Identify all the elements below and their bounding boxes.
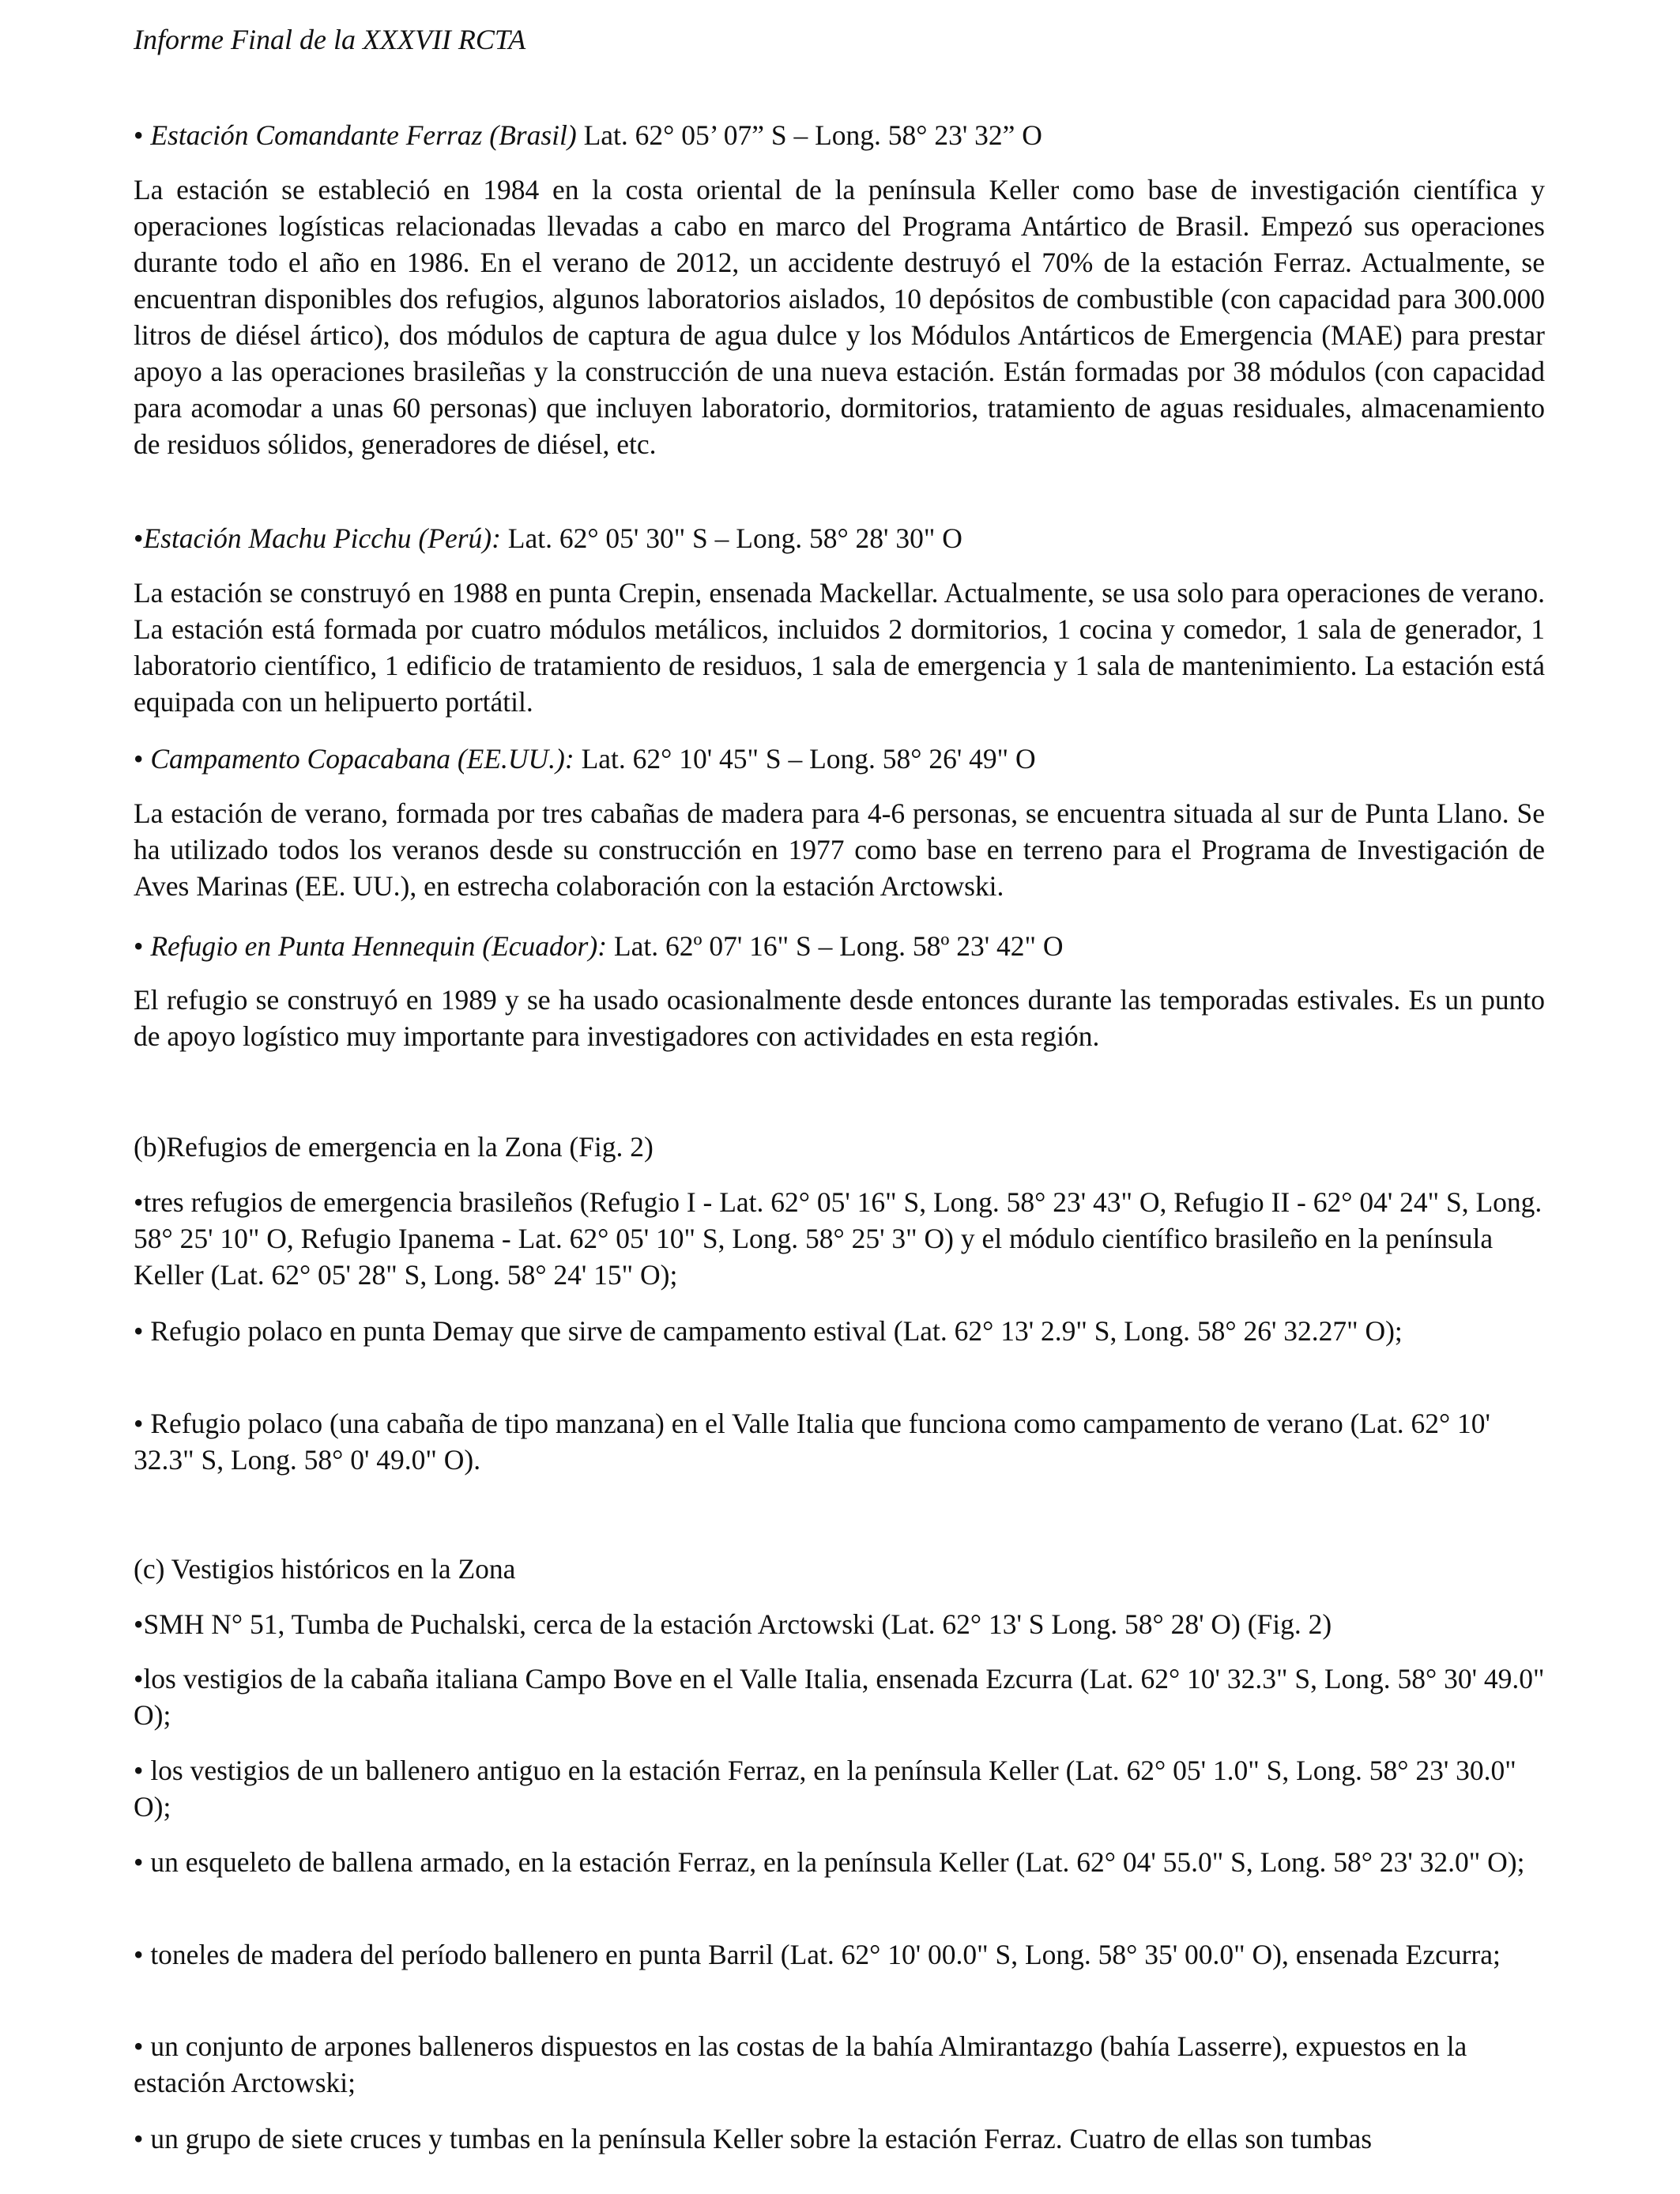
station-heading [134, 741, 1545, 777]
bullet-icon: • [134, 1315, 144, 1347]
station-coords: Lat. 62° 05’ 07” S ‒ Long. 58° 23' 32” O [576, 119, 1042, 151]
station-coords: Lat. 62º 07' 16" S – Long. 58º 23' 42" O [607, 930, 1064, 962]
station-coords: Lat. 62° 10' 45" S – Long. 58° 26' 49" O [574, 743, 1036, 775]
station-heading [134, 928, 1545, 964]
list-item: • un esqueleto de ballena armado, en la estación Ferraz, en la península Keller (Lat. 62° 04' 55.0" S, Long. 58° 23' 32.0" O); [134, 1846, 1525, 1878]
list-item: •los vestigios de la cabaña italiana Campo Bove en el Valle Italia, ensenada Ezcurra (Lat. 62° 10' 32.3" S, Long. 58° 30' 49.0" O); [134, 1663, 1545, 1731]
station-description: La estación se construyó en 1988 en punta Crepin, ensenada Mackellar. Actualmente, se usa solo para operaciones de verano. La estación está formada por cuatro módulos metálicos, incluidos 2 dormitorios, 1 cocina y comedor, 1 sala de generador, 1 laboratorio científico, 1 edificio de tratamiento de residuos, 1 sala de emergencia y 1 sala de mantenimiento. La estación está equipada con un helipuerto portátil. [134, 577, 1545, 718]
section-heading-c: (c) Vestigios históricos en la Zona [134, 1553, 516, 1585]
bullet-icon: • [134, 1846, 144, 1878]
bullet-icon: • [134, 743, 144, 775]
list-item: • los vestigios de un ballenero antiguo en la estación Ferraz, en la península Keller (Lat. 62° 05' 1.0" S, Long. 58° 23' 30.0" O); [134, 1755, 1516, 1823]
bullet-icon: • [134, 2030, 144, 2062]
station-name: Estación Comandante Ferraz (Brasil) [150, 119, 577, 151]
bullet-icon: • [134, 1608, 144, 1640]
bullet-icon: • [134, 1186, 144, 1218]
list-item: •tres refugios de emergencia brasileños (Refugio I - Lat. 62° 05' 16" S, Long. 58° 23' 43" O, Refugio II - 62° 04' 24" S, Long. 58° 25' 10" O, Refugio Ipanema - Lat. 62° 05' 10" S, Long. 58° 25' 3" O) y el módulo científico brasileño en la península Keller (Lat. 62° 05' 28" S, Long. 58° 24' 15" O); [134, 1186, 1543, 1291]
list-item: • Refugio polaco en punta Demay que sirve de campamento estival (Lat. 62° 13' 2.9" S, Long. 58° 26' 32.27" O); [134, 1315, 1403, 1347]
bullet-icon: • [134, 119, 144, 151]
bullet-icon: • [134, 522, 144, 554]
station-name: Refugio en Punta Hennequin (Ecuador): [150, 930, 608, 962]
station-coords: Lat. 62° 05' 30" S – Long. 58° 28' 30" O [500, 522, 962, 554]
bullet-icon: • [134, 2123, 144, 2154]
station-description: La estación de verano, formada por tres cabañas de madera para 4-6 personas, se encuentra situada al sur de Punta Llano. Se ha utilizado todos los veranos desde su construcción en 1977 como base en terreno para el Programa de Investigación de Aves Marinas (EE. UU.), en estrecha colaboración con la estación Arctowski. [134, 797, 1545, 902]
bullet-icon: • [134, 930, 144, 962]
bullet-icon: • [134, 1755, 144, 1786]
station-heading [134, 520, 1545, 556]
station-description: El refugio se construyó en 1989 y se ha usado ocasionalmente desde entonces durante las temporadas estivales. Es un punto de apoyo logístico muy importante para investigadores con actividades en esta región. [134, 984, 1545, 1052]
list-item: •SMH N° 51, Tumba de Puchalski, cerca de la estación Arctowski (Lat. 62° 13' S Long. 58° 28' O) (Fig. 2) [134, 1608, 1332, 1640]
list-item: • un conjunto de arpones balleneros dispuestos en las costas de la bahía Almirantazgo (bahía Lasserre), expuestos en la estación Arctowski; [134, 2030, 1467, 2098]
page-header: Informe Final de la XXXVII RCTA [134, 24, 526, 55]
list-item: • toneles de madera del período ballenero en punta Barril (Lat. 62° 10' 00.0" S, Long. 58° 35' 00.0" O), ensenada Ezcurra; [134, 1939, 1501, 1970]
list-item: • un grupo de siete cruces y tumbas en la península Keller sobre la estación Ferraz. Cuatro de ellas son tumbas [134, 2123, 1373, 2154]
station-heading [134, 117, 1545, 153]
bullet-icon: • [134, 1408, 144, 1439]
station-name: Campamento Copacabana (EE.UU.): [150, 743, 574, 775]
bullet-icon: • [134, 1939, 144, 1970]
section-heading-b: (b)Refugios de emergencia en la Zona (Fig. 2) [134, 1131, 654, 1163]
bullet-icon: • [134, 1663, 144, 1695]
list-item: • Refugio polaco (una cabaña de tipo manzana) en el Valle Italia que funciona como campamento de verano (Lat. 62° 10' 32.3" S, Long. 58° 0' 49.0" O). [134, 1408, 1490, 1476]
station-name: Estación Machu Picchu (Perú): [143, 522, 501, 554]
station-description: La estación se estableció en 1984 en la costa oriental de la península Keller como base de investigación científica y operaciones logísticas relacionadas llevadas a cabo en marco del Programa Antártico de Brasil. Empezó sus operaciones durante todo el año en 1986. En el verano de 2012, un accidente destruyó el 70% de la estación Ferraz. Actualmente, se encuentran disponibles dos refugios, algunos laboratorios aislados, 10 depósitos de combustible (con capacidad para 300.000 litros de diésel ártico), dos módulos de captura de agua dulce y los Módulos Antárticos de Emergencia (MAE) para prestar apoyo a las operaciones brasileñas y la construcción de una nueva estación. Están formadas por 38 módulos (con capacidad para acomodar a unas 60 personas) que incluyen laboratorio, dormitorios, tratamiento de aguas residuales, almacenamiento de residuos sólidos, generadores de diésel, etc. [134, 174, 1545, 460]
